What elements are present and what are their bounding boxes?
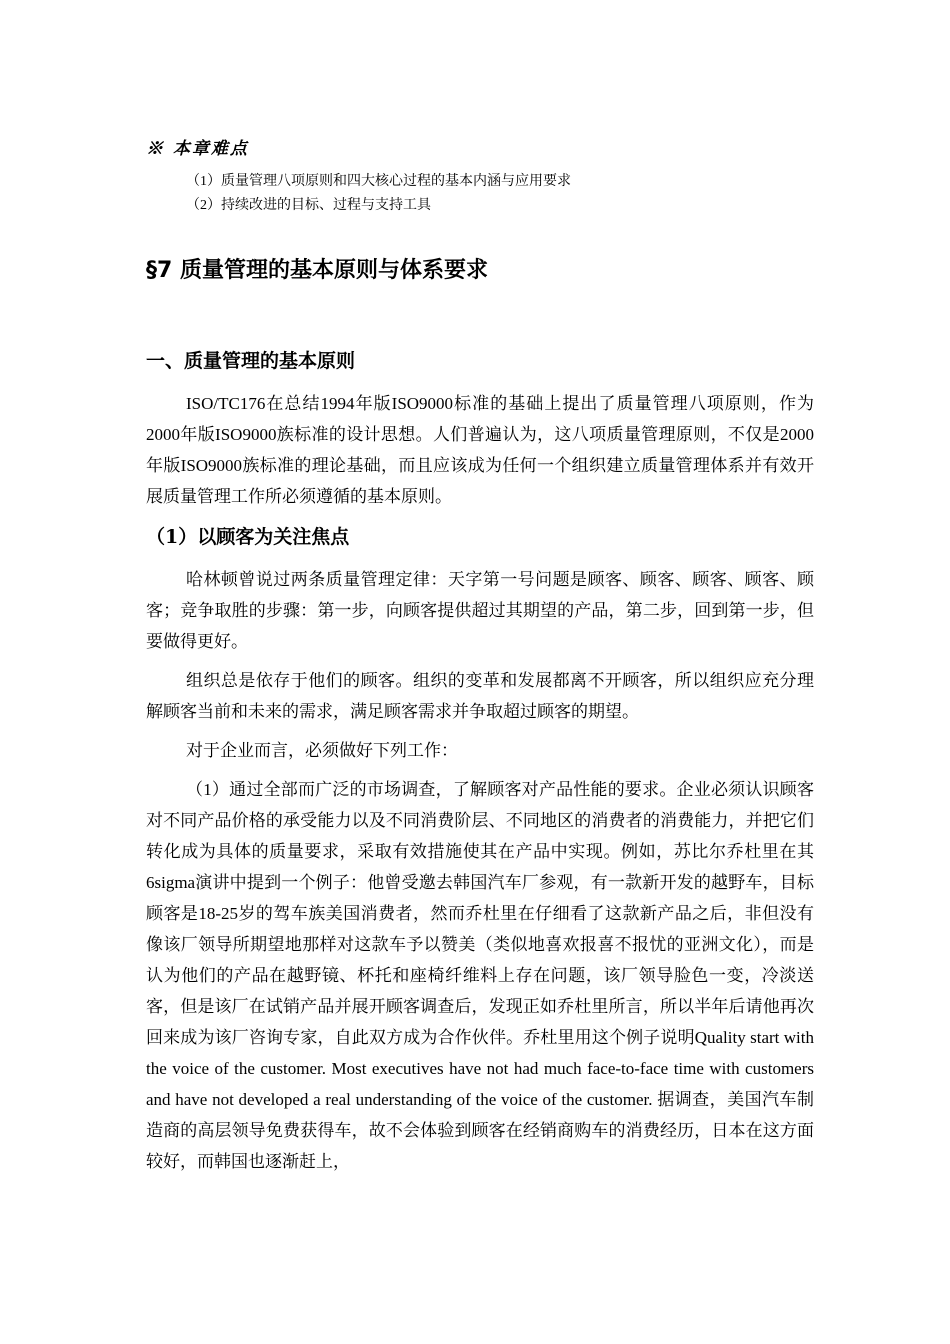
difficulty-heading: ※ 本章难点 [146,139,249,159]
body-paragraph: （1）通过全部而广泛的市场调查，了解顾客对产品性能的要求。企业必须认识顾客对不同产品价格的承受能力以及不同消费阶层、不同地区的消费者的消费能力，并把它们转化成为具体的质量要求，采取有效措施使其在产品中实现。例如，苏比尔乔杜里在其6sigma演讲中提到一个例子：他曾受邀去韩国汽车厂参观，有一款新开发的越野车，目标顾客是18-25岁的驾车族美国消费者，然而乔杜里在仔细看了这款新产品之后，非但没有像该厂领导所期望地那样对这款车予以赞美（类似地喜欢报喜不报忧的亚洲文化），而是认为他们的产品在越野镜、杯托和座椅纤维料上存在问题，该厂领导脸色一变，冷淡送客，但是该厂在试销产品并展开顾客调查后，发现正如乔杜里所言，所以半年后请他再次回来成为该厂咨询专家，自此双方成为合作伙伴。乔杜里用这个例子说明Quality start with the voice of the customer. Most executives have not had much face-to-face time with customers and have not developed a real understanding of the voice of the customer. 据调查，美国汽车制造商的高层领导免费获得车，故不会体验到顾客在经销商购车的消费经历，日本在这方面较好，而韩国也逐渐赶上， [146,780,814,1171]
chapter-difficulties [146,136,814,218]
page-content [146,136,814,1177]
difficulty-item: （2）持续改进的目标、过程与支持工具 [186,198,431,213]
subsection-title: （1）以顾客为关注焦点 [146,526,350,548]
chapter-title: §7 质量管理的基本原则与体系要求 [146,258,488,283]
difficulty-item: （1）质量管理八项原则和四大核心过程的基本内涵与应用要求 [186,174,571,189]
section-title: 一、质量管理的基本原则 [146,350,356,372]
body-paragraph: 组织总是依存于他们的顾客。组织的变革和发展都离不开顾客，所以组织应充分理解顾客当前和未来的需求，满足顾客需求并争取超过顾客的期望。 [146,671,814,721]
section-intro-paragraph: ISO/TC176在总结1994年版ISO9000标准的基础上提出了质量管理八项原则，作为2000年版ISO9000族标准的设计思想。人们普遍认为，这八项质量管理原则，不仅是2000年版ISO9000族标准的理论基础，而且应该成为任何一个组织建立质量管理体系并有效开展质量管理工作所必须遵循的基本原则。 [146,394,814,506]
body-paragraph: 对于企业而言，必须做好下列工作： [186,741,458,760]
body-paragraph: 哈林顿曾说过两条质量管理定律：天字第一号问题是顾客、顾客、顾客、顾客、顾客；竞争取胜的步骤：第一步，向顾客提供超过其期望的产品，第二步，回到第一步，但要做得更好。 [146,570,814,651]
